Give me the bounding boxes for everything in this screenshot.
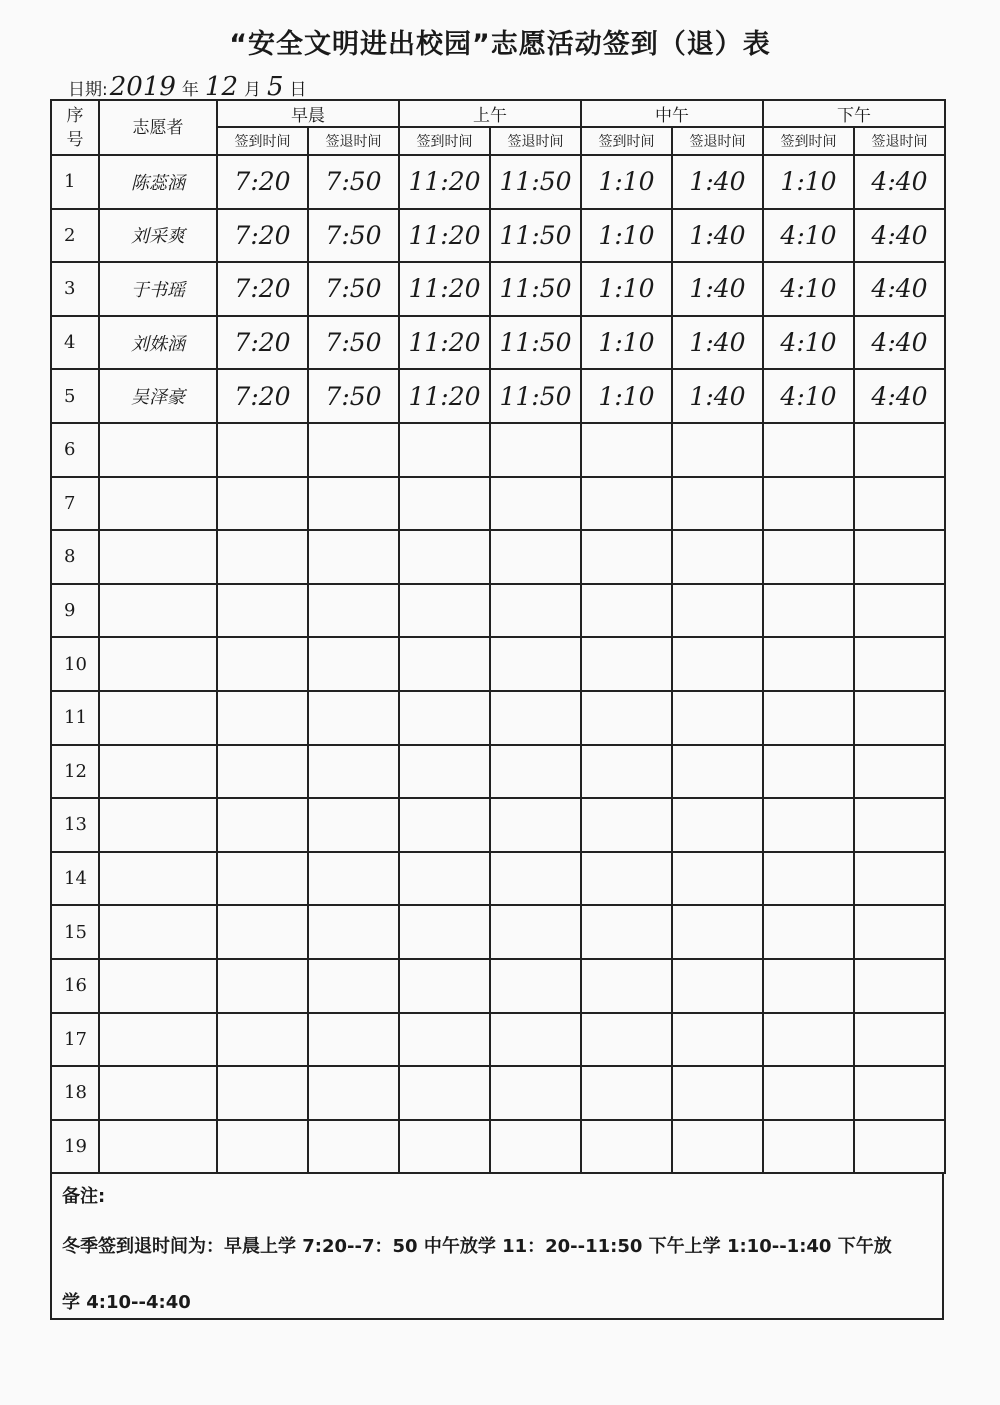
notes-text-line2: 学 4:10--4:40 (62, 1292, 191, 1314)
sign-in-time: 11:20 (399, 316, 490, 370)
table-row (51, 959, 945, 1013)
sign-out-time: 1:40 (672, 262, 763, 316)
sign-in-time (399, 637, 490, 691)
sign-out-time: 7:50 (308, 155, 399, 209)
sign-out-time (308, 798, 399, 852)
sign-in-time (217, 423, 308, 477)
table-row (51, 423, 945, 477)
volunteer-name (99, 1013, 217, 1067)
sign-out-time (308, 637, 399, 691)
sign-out-time (672, 477, 763, 531)
sign-out-time: 4:40 (854, 262, 945, 316)
table-row (51, 852, 945, 906)
sign-in-time (763, 691, 854, 745)
sign-out-time (672, 530, 763, 584)
table-row (51, 637, 945, 691)
row-index: 1 (51, 155, 99, 209)
sign-in-time: 11:20 (399, 262, 490, 316)
row-index: 17 (51, 1013, 99, 1067)
volunteer-name (99, 691, 217, 745)
sign-out-time (672, 584, 763, 638)
sign-in-time (581, 852, 672, 906)
sign-out-time: 4:40 (854, 316, 945, 370)
header-group-afternoon: 下午 (763, 100, 945, 127)
sign-in-time (399, 1066, 490, 1120)
row-index: 7 (51, 477, 99, 531)
sign-out-time (308, 852, 399, 906)
volunteer-name (99, 477, 217, 531)
table-row (51, 477, 945, 531)
header-group-noon: 中午 (581, 100, 763, 127)
sign-in-time (763, 745, 854, 799)
sign-out-time (308, 584, 399, 638)
sign-out-time (854, 798, 945, 852)
sign-in-time (217, 530, 308, 584)
row-index: 5 (51, 369, 99, 423)
notes-box (50, 1174, 944, 1320)
date-month-unit: 月 (244, 80, 261, 100)
volunteer-name: 陈蕊涵 (99, 155, 217, 209)
sign-out-time (308, 1120, 399, 1174)
sign-in-time (763, 423, 854, 477)
sign-out-time (490, 959, 581, 1013)
sign-out-time (854, 852, 945, 906)
sign-in-time: 4:10 (763, 316, 854, 370)
sign-in-time (217, 745, 308, 799)
sign-out-time (490, 530, 581, 584)
sign-out-time (854, 745, 945, 799)
sign-in-time: 7:20 (217, 262, 308, 316)
sign-out-time (672, 423, 763, 477)
sign-out-time (854, 423, 945, 477)
header-sign-out: 签退时间 (854, 127, 945, 155)
header-group-forenoon: 上午 (399, 100, 581, 127)
sign-out-time (672, 959, 763, 1013)
header-group-morning: 早晨 (217, 100, 399, 127)
row-index: 11 (51, 691, 99, 745)
sign-in-time: 11:20 (399, 369, 490, 423)
sign-out-time (672, 1066, 763, 1120)
sign-in-time (763, 1013, 854, 1067)
sign-in-time (763, 959, 854, 1013)
row-index: 16 (51, 959, 99, 1013)
header-sign-in: 签到时间 (581, 127, 672, 155)
sign-out-time (490, 691, 581, 745)
volunteer-name (99, 959, 217, 1013)
header-volunteer: 志愿者 (99, 100, 217, 155)
sign-in-time (763, 584, 854, 638)
table-row (51, 209, 945, 263)
sign-in-time (763, 852, 854, 906)
table-row (51, 1120, 945, 1174)
sign-in-time: 4:10 (763, 262, 854, 316)
sign-in-time (399, 477, 490, 531)
page-title: “安全文明进出校园”志愿活动签到（退）表 (229, 29, 771, 60)
sign-in-time (581, 477, 672, 531)
sign-in-time: 7:20 (217, 316, 308, 370)
row-index: 18 (51, 1066, 99, 1120)
sign-out-time: 4:40 (854, 369, 945, 423)
date-month: 12 (204, 72, 238, 102)
sign-out-time (854, 530, 945, 584)
sign-out-time: 1:40 (672, 155, 763, 209)
volunteer-name (99, 745, 217, 799)
sign-in-time (581, 584, 672, 638)
sign-in-time (581, 530, 672, 584)
sign-out-time (490, 477, 581, 531)
sign-out-time (672, 1120, 763, 1174)
table-row (51, 262, 945, 316)
sign-out-time (490, 745, 581, 799)
table-row (51, 316, 945, 370)
sign-in-time (763, 798, 854, 852)
sign-out-time (308, 745, 399, 799)
sign-out-time (490, 1120, 581, 1174)
sign-in-time (581, 637, 672, 691)
sign-out-time (308, 423, 399, 477)
sign-out-time (854, 1120, 945, 1174)
sign-in-time (399, 745, 490, 799)
sign-out-time (672, 852, 763, 906)
sign-out-time (854, 584, 945, 638)
sign-in-time (399, 584, 490, 638)
sign-out-time (854, 1066, 945, 1120)
sign-out-time (490, 423, 581, 477)
sign-out-time: 7:50 (308, 369, 399, 423)
row-index: 10 (51, 637, 99, 691)
volunteer-name: 吴泽豪 (99, 369, 217, 423)
sign-out-time: 7:50 (308, 209, 399, 263)
row-index: 3 (51, 262, 99, 316)
sign-out-time (672, 745, 763, 799)
volunteer-name (99, 905, 217, 959)
sign-out-time: 1:40 (672, 316, 763, 370)
row-index: 6 (51, 423, 99, 477)
sign-out-time (854, 477, 945, 531)
header-sign-out: 签退时间 (672, 127, 763, 155)
sign-in-time: 4:10 (763, 209, 854, 263)
sign-out-time: 1:40 (672, 369, 763, 423)
sign-out-time: 11:50 (490, 316, 581, 370)
sign-in-sheet (50, 99, 944, 1320)
sign-in-time (763, 1066, 854, 1120)
sign-in-time (399, 959, 490, 1013)
sign-in-time (581, 1013, 672, 1067)
header-index: 序号 (51, 100, 99, 155)
sign-out-time: 7:50 (308, 316, 399, 370)
sign-in-time (217, 1066, 308, 1120)
row-index: 13 (51, 798, 99, 852)
sign-out-time (672, 905, 763, 959)
sign-in-time (217, 637, 308, 691)
sign-out-time (308, 1013, 399, 1067)
sign-in-time (399, 530, 490, 584)
sign-in-time: 1:10 (581, 262, 672, 316)
sign-in-time (399, 423, 490, 477)
header-sign-in: 签到时间 (217, 127, 308, 155)
sign-out-time (490, 852, 581, 906)
header-sign-in: 签到时间 (399, 127, 490, 155)
sign-in-time: 7:20 (217, 155, 308, 209)
volunteer-name (99, 423, 217, 477)
sign-in-time (217, 905, 308, 959)
sign-in-time (581, 423, 672, 477)
table-row (51, 745, 945, 799)
sign-in-time (581, 1066, 672, 1120)
volunteer-name (99, 584, 217, 638)
date-label: 日期: (68, 80, 108, 100)
sign-in-time (763, 905, 854, 959)
sign-in-time (217, 798, 308, 852)
table-row (51, 691, 945, 745)
sign-out-time (672, 1013, 763, 1067)
sign-out-time (490, 637, 581, 691)
table-row (51, 155, 945, 209)
sign-out-time (308, 530, 399, 584)
sign-in-time (581, 905, 672, 959)
sign-out-time (308, 959, 399, 1013)
sign-in-time (763, 530, 854, 584)
sign-in-time (399, 905, 490, 959)
date-day-unit: 日 (289, 80, 307, 100)
table-row (51, 530, 945, 584)
sign-in-time: 7:20 (217, 209, 308, 263)
sign-in-time (217, 477, 308, 531)
attendance-table (50, 99, 946, 1174)
volunteer-name (99, 1120, 217, 1174)
sign-in-time: 1:10 (581, 155, 672, 209)
header-sign-out: 签退时间 (308, 127, 399, 155)
sign-in-time: 1:10 (581, 369, 672, 423)
sign-in-time (581, 798, 672, 852)
sign-in-time (399, 1120, 490, 1174)
sign-out-time (854, 691, 945, 745)
row-index: 14 (51, 852, 99, 906)
volunteer-name (99, 637, 217, 691)
row-index: 2 (51, 209, 99, 263)
sign-out-time (490, 1013, 581, 1067)
date-year-unit: 年 (181, 80, 199, 100)
volunteer-name (99, 530, 217, 584)
sign-out-time (672, 691, 763, 745)
sign-in-time (217, 1013, 308, 1067)
date-year: 2019 (109, 72, 176, 102)
sign-out-time (854, 1013, 945, 1067)
sign-in-time (217, 959, 308, 1013)
notes-label: 备注: (62, 1186, 106, 1208)
table-row (51, 1066, 945, 1120)
sign-out-time (490, 905, 581, 959)
sign-in-time (217, 691, 308, 745)
sign-in-time (581, 691, 672, 745)
sign-out-time: 7:50 (308, 262, 399, 316)
volunteer-name: 于书瑶 (99, 262, 217, 316)
sign-in-time (763, 637, 854, 691)
sign-in-time: 11:20 (399, 155, 490, 209)
sign-out-time (672, 637, 763, 691)
sign-in-time: 11:20 (399, 209, 490, 263)
sign-out-time (308, 477, 399, 531)
date-day: 5 (267, 72, 284, 102)
row-index: 4 (51, 316, 99, 370)
sign-out-time (308, 691, 399, 745)
sign-out-time (854, 959, 945, 1013)
sign-in-time (581, 1120, 672, 1174)
sign-in-time (399, 798, 490, 852)
row-index: 15 (51, 905, 99, 959)
sign-out-time (854, 637, 945, 691)
sign-out-time: 4:40 (854, 209, 945, 263)
sign-in-time (399, 852, 490, 906)
table-row (51, 369, 945, 423)
sign-out-time: 11:50 (490, 155, 581, 209)
sign-in-time (399, 691, 490, 745)
date-line (68, 70, 311, 100)
sign-in-time (581, 745, 672, 799)
sign-out-time: 11:50 (490, 369, 581, 423)
header-sign-in: 签到时间 (763, 127, 854, 155)
row-index: 19 (51, 1120, 99, 1174)
volunteer-name (99, 852, 217, 906)
sign-in-time (217, 584, 308, 638)
table-row (51, 584, 945, 638)
sign-out-time: 11:50 (490, 262, 581, 316)
sign-out-time: 11:50 (490, 209, 581, 263)
sign-in-time (763, 1120, 854, 1174)
row-index: 12 (51, 745, 99, 799)
sign-in-time: 4:10 (763, 369, 854, 423)
row-index: 9 (51, 584, 99, 638)
sign-in-time (763, 477, 854, 531)
sign-out-time (308, 1066, 399, 1120)
sign-in-time (217, 852, 308, 906)
sign-in-time: 1:10 (581, 316, 672, 370)
sign-out-time (308, 905, 399, 959)
volunteer-name: 刘采爽 (99, 209, 217, 263)
sign-in-time: 7:20 (217, 369, 308, 423)
sign-in-time (399, 1013, 490, 1067)
table-row (51, 905, 945, 959)
sign-out-time: 4:40 (854, 155, 945, 209)
table-row (51, 1013, 945, 1067)
sign-out-time (672, 798, 763, 852)
sign-out-time (490, 798, 581, 852)
header-sign-out: 签退时间 (490, 127, 581, 155)
notes-text-line1: 冬季签到退时间为：早晨上学 7:20--7：50 中午放学 11：20--11:50 下午上学 1:10--1:40 下午放 (62, 1236, 892, 1258)
row-index: 8 (51, 530, 99, 584)
sign-in-time: 1:10 (581, 209, 672, 263)
sign-out-time (490, 584, 581, 638)
sign-in-time (217, 1120, 308, 1174)
sign-in-time (581, 959, 672, 1013)
volunteer-name (99, 798, 217, 852)
sign-in-time: 1:10 (763, 155, 854, 209)
table-row (51, 798, 945, 852)
sign-out-time: 1:40 (672, 209, 763, 263)
sign-out-time (854, 905, 945, 959)
volunteer-name: 刘姝涵 (99, 316, 217, 370)
sign-out-time (490, 1066, 581, 1120)
volunteer-name (99, 1066, 217, 1120)
